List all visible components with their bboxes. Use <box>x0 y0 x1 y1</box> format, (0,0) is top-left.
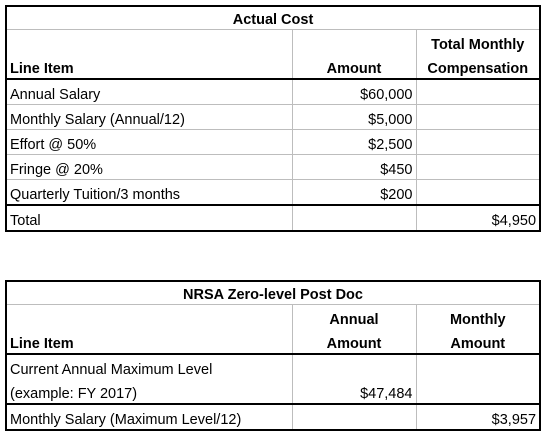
total-cell <box>416 180 540 206</box>
table-title: Actual Cost <box>6 6 540 30</box>
line-item-cell: Quarterly Tuition/3 months <box>6 180 292 206</box>
line-item-cell: Monthly Salary (Annual/12) <box>6 105 292 130</box>
amount-cell: $5,000 <box>292 105 416 130</box>
total-cell <box>416 105 540 130</box>
monthly-amount-cell: $3,957 <box>416 404 540 430</box>
total-cell <box>416 130 540 155</box>
table-row <box>6 180 540 206</box>
line-item-cell: Annual Salary <box>6 79 292 105</box>
column-header-annual-amount: Amount <box>292 329 416 354</box>
column-header-monthly-amount: Amount <box>416 329 540 354</box>
column-header-line-item: Line Item <box>6 54 292 79</box>
annual-cell-top <box>292 354 416 379</box>
column-header-total-monthly: Total Monthly <box>416 30 540 55</box>
annual-amount-cell: $47,484 <box>292 379 416 404</box>
annual-amount-cell <box>292 404 416 430</box>
table-row <box>6 354 540 379</box>
header-spacer <box>6 305 292 330</box>
amount-cell <box>292 205 416 231</box>
line-item-cell: Current Annual Maximum Level <box>6 354 292 379</box>
table-title: NRSA Zero-level Post Doc <box>6 281 540 305</box>
total-value: $4,950 <box>416 205 540 231</box>
total-label: Total <box>6 205 292 231</box>
table-row <box>6 79 540 105</box>
column-header-line-item: Line Item <box>6 329 292 354</box>
line-item-cell: Monthly Salary (Maximum Level/12) <box>6 404 292 430</box>
amount-cell: $60,000 <box>292 79 416 105</box>
monthly-cell-top <box>416 354 540 379</box>
column-header-amount: Amount <box>292 54 416 79</box>
table-row <box>6 379 540 404</box>
amount-cell: $2,500 <box>292 130 416 155</box>
column-header-annual: Annual <box>292 305 416 330</box>
line-item-cell: Effort @ 50% <box>6 130 292 155</box>
table-row <box>6 130 540 155</box>
amount-cell: $450 <box>292 155 416 180</box>
monthly-amount-cell <box>416 379 540 404</box>
table-row <box>6 155 540 180</box>
total-row <box>6 205 540 231</box>
header-spacer <box>292 30 416 55</box>
table-row <box>6 105 540 130</box>
line-item-cell-continued: (example: FY 2017) <box>6 379 292 404</box>
table-row <box>6 404 540 430</box>
line-item-cell: Fringe @ 20% <box>6 155 292 180</box>
total-cell <box>416 155 540 180</box>
header-spacer <box>6 30 292 55</box>
column-header-compensation: Compensation <box>416 54 540 79</box>
column-header-monthly: Monthly <box>416 305 540 330</box>
nrsa-post-doc-table <box>5 280 541 431</box>
actual-cost-table <box>5 5 541 232</box>
amount-cell: $200 <box>292 180 416 206</box>
total-cell <box>416 79 540 105</box>
